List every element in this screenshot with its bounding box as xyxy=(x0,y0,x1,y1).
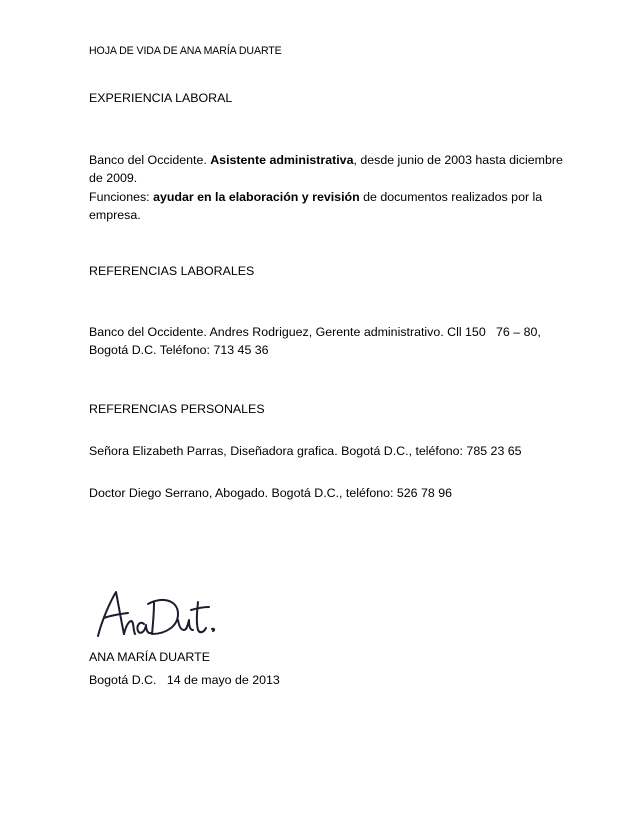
funciones-label: Funciones: xyxy=(89,190,154,204)
place-and-date: Bogotá D.C. 14 de mayo de 2013 xyxy=(89,673,280,687)
referencia-laboral-line1: Banco del Occidente. Andres Rodriguez, Gerente administrativo. Cll 150 76 – 80, xyxy=(89,325,541,339)
referencia-personal-1: Señora Elizabeth Parras, Diseñadora grafica. Bogotá D.C., teléfono: 785 23 65 xyxy=(89,444,522,458)
section-heading-referencias-laborales: REFERENCIAS LABORALES xyxy=(89,264,255,278)
referencia-personal-2: Doctor Diego Serrano, Abogado. Bogotá D.C., teléfono: 526 78 96 xyxy=(89,486,453,500)
section-heading-referencias-personales: REFERENCIAS PERSONALES xyxy=(89,402,265,416)
experiencia-entry xyxy=(89,151,569,187)
signature-text: AnaDuart. xyxy=(88,580,93,581)
funciones-highlight: ayudar en la elaboración y revisión xyxy=(153,190,360,204)
experiencia-role: Asistente administrativa xyxy=(210,153,354,167)
referencia-laboral-line2: Bogotá D.C. Teléfono: 713 45 36 xyxy=(89,343,269,357)
funciones-rest: de documentos realizados por la empresa. xyxy=(89,190,543,222)
experiencia-funciones xyxy=(89,188,569,224)
experiencia-period: , desde junio de 2003 hasta diciembre de 2009. xyxy=(89,153,563,185)
section-heading-experiencia: EXPERIENCIA LABORAL xyxy=(89,91,233,105)
page-header: HOJA DE VIDA DE ANA MARÍA DUARTE xyxy=(89,45,282,57)
signature-image xyxy=(88,580,223,642)
experiencia-company: Banco del Occidente. xyxy=(89,153,211,167)
signer-name: ANA MARÍA DUARTE xyxy=(89,650,210,664)
